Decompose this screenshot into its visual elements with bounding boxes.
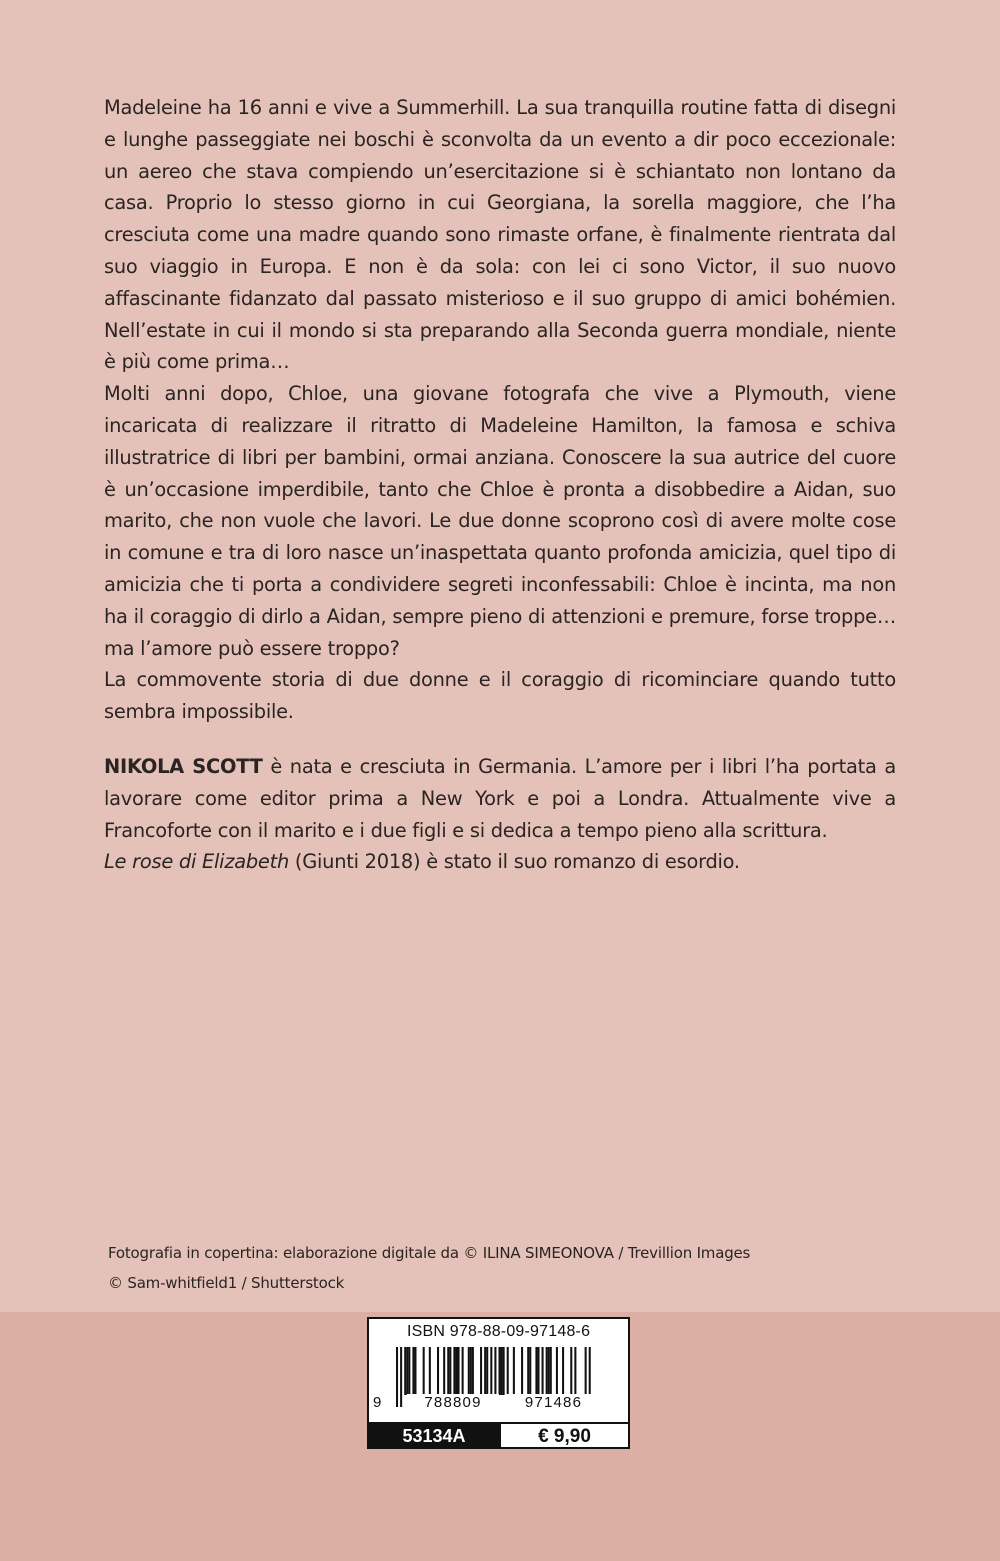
bio-text: è nata e cresciuta in Germania. L’amore per i libri l’ha portata a lavorare come editor prima a New York e poi a Londra. Attualmente vive a Francoforte con il marito e i due figli e si dedica a tempo pieno alla scrittura. <box>104 755 896 842</box>
barcode-bar <box>529 1347 531 1395</box>
code-price-row <box>369 1422 628 1449</box>
barcode-guard-bar <box>400 1347 402 1407</box>
barcode-bar <box>423 1347 425 1395</box>
synopsis-paragraph: La commovente storia di due donne e il coraggio di ricominciare quando tutto sembra impossibile. <box>104 668 896 724</box>
synopsis <box>104 92 896 728</box>
barcode-bar <box>404 1347 406 1395</box>
barcode-bar <box>429 1347 431 1395</box>
barcode-bar <box>513 1347 515 1395</box>
barcode-bar <box>468 1347 470 1395</box>
barcode-bar <box>507 1347 509 1395</box>
author-bio <box>104 751 896 878</box>
credit-line: Fotografia in copertina: elaborazione digitale da © ILINA SIMEONOVA / Trevillion Images <box>108 1244 751 1262</box>
barcode-bar <box>414 1347 416 1395</box>
previous-book-note: (Giunti 2018) è stato il suo romanzo di esordio. <box>289 850 740 874</box>
synopsis-paragraph: Molti anni dopo, Chloe, una giovane fotografa che vive a Plymouth, viene incaricata di realizzare il ritratto di Madeleine Hamilton, la famosa e schiva illustratrice di libri per bambini, ormai anziana. Conoscere la sua autrice del cuore è un’occasione imperdibile, tanto che Chloe è pronta a disobbedire a Aidan, suo marito, che non vuole che lavori. Le due donne scoprono così di avere molte cose in comune e tra di loro nasce un’inaspettata quanto profonda amicizia, quel tipo di amicizia che ti porta a condividere segreti inconfessabili: Chloe è incinta, ma non ha il coraggio di dirlo a Aidan, sempre pieno di attenzioni e premure, forse troppe… ma l’amore può essere troppo? <box>104 382 896 660</box>
barcode-label <box>367 1317 630 1449</box>
barcode-bar <box>458 1347 460 1395</box>
barcode-bar <box>470 1347 472 1395</box>
barcode-bar <box>503 1347 505 1395</box>
photo-credits <box>108 1238 750 1298</box>
barcode-bar <box>562 1347 564 1395</box>
barcode-bar <box>546 1347 548 1395</box>
barcode-bar <box>437 1347 439 1395</box>
barcode-bar <box>535 1347 537 1395</box>
barcode-bar <box>462 1347 464 1395</box>
barcode-bar <box>501 1347 503 1395</box>
barcode-bar <box>480 1347 482 1395</box>
product-code: 53134A <box>369 1424 499 1449</box>
barcode-bar <box>521 1347 523 1395</box>
barcode-bar <box>484 1347 486 1395</box>
barcode-bar <box>556 1347 558 1395</box>
barcode-bar <box>486 1347 488 1395</box>
barcode-bar <box>472 1347 474 1395</box>
barcode-bar <box>443 1347 445 1395</box>
barcode-bar <box>542 1347 544 1395</box>
barcode-bar <box>499 1347 501 1395</box>
barcode-bar <box>574 1347 576 1395</box>
barcode-bar <box>537 1347 539 1395</box>
ean-first-digit: 9 <box>373 1394 382 1411</box>
barcode-bar <box>453 1347 455 1395</box>
previous-book-title: Le rose di Elizabeth <box>104 850 290 874</box>
barcode-bar <box>449 1347 451 1395</box>
barcode-bar <box>550 1347 552 1395</box>
barcode-bar <box>406 1347 408 1395</box>
synopsis-paragraph: Madeleine ha 16 anni e vive a Summerhill. La sua tranquilla routine fatta di disegni e lunghe passeggiate nei boschi è sconvolta da un evento a dir poco eccezionale: un aereo che stava compiendo un’esercitazione si è schiantato non lontano da casa. Proprio lo stesso giorno in cui Georgiana, la sorella maggiore, che l’ha cresciuta come una madre quando sono rimaste orfane, è finalmente rientrata dal suo viaggio in Europa. E non è da sola: con lei ci sono Victor, il suo nuovo affascinante fidanzato dal passato misterioso e il suo gruppo di amici bohémien. Nell’estate in cui il mondo si sta preparando alla Seconda guerra mondiale, niente è più come prima… <box>104 96 896 374</box>
isbn-number: ISBN 978-88-09-97148-6 <box>407 1323 591 1340</box>
barcode-bar <box>455 1347 457 1395</box>
barcode-bar <box>412 1347 414 1395</box>
barcode-bar <box>570 1347 572 1395</box>
author-name: NIKOLA SCOTT <box>104 755 263 778</box>
barcode-bar <box>548 1347 550 1395</box>
barcode-bar <box>447 1347 449 1395</box>
price: € 9,90 <box>499 1424 628 1449</box>
credit-line: © Sam-whitfield1 / Shutterstock <box>108 1274 345 1292</box>
barcode-bar <box>527 1347 529 1395</box>
barcode-guard-bar <box>396 1347 398 1407</box>
ean-left-group: 788809 <box>407 1394 499 1411</box>
barcode-bar <box>408 1347 410 1395</box>
ean-right-group: 971486 <box>506 1394 601 1411</box>
